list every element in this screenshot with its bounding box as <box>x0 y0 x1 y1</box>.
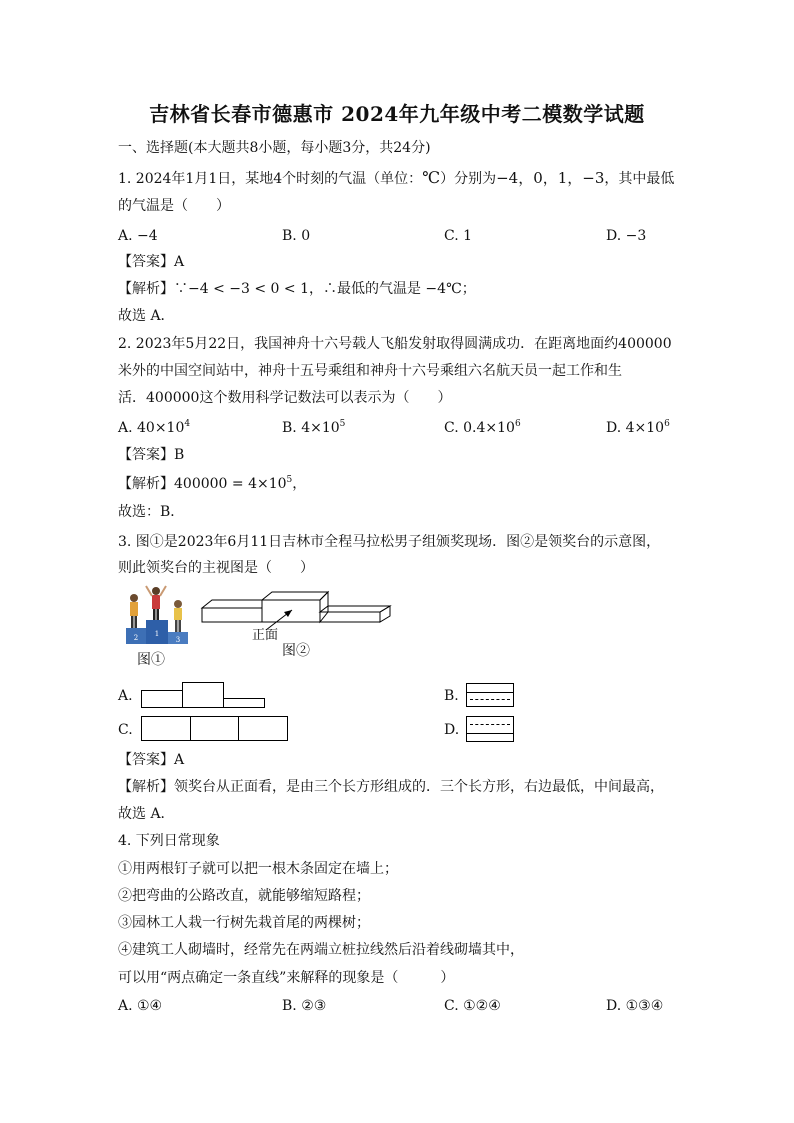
q2-analysis-base: 【解析】400000 = 4×10 <box>118 476 287 492</box>
q3-conclusion: 故选 A． <box>118 806 175 822</box>
q3-c-left-rect <box>141 716 191 741</box>
q2-stem-line2: 米外的中国空间站中，神舟十五号乘组和神舟十六号乘组六名航天员一起工作和生 <box>118 363 622 379</box>
q3-a-left-rect <box>141 690 183 708</box>
q4-item-4: ④建筑工人砌墙时，经常先在两端立桩拉线然后沿着线砌墙其中， <box>118 942 524 958</box>
q1-analysis: 【解析】∵−4 < −3 < 0 < 1，∴最低的气温是 −4℃； <box>118 281 476 297</box>
q2-stem-line1: 2. 2023年5月22日，我国神舟十六号载人飞船发射取得圆满成功．在距离地面约400000 <box>118 336 672 352</box>
q2-conclusion: 故选：B． <box>118 504 185 520</box>
q2-option-c-label: C. <box>444 420 459 436</box>
q3-a-right-rect <box>223 698 265 708</box>
q3-d-outer-rect <box>466 716 514 742</box>
q2-option-b <box>282 418 345 438</box>
q4-item-2: ②把弯曲的公路改直，就能够缩短路程； <box>118 888 370 904</box>
q1-conclusion: 故选 A． <box>118 308 175 324</box>
q2-answer: 【答案】B <box>118 447 185 463</box>
section-heading: 一、选择题(本大题共8小题，每小题3分，共24分) <box>118 140 431 156</box>
q2-stem-line3: 活．400000这个数用科学记数法可以表示为（ ） <box>118 390 452 406</box>
q2-analysis-end: ， <box>292 476 307 492</box>
q4-option-c: C. ①②④ <box>444 998 501 1014</box>
q2-option-d-label: D. <box>606 420 622 436</box>
q3-b-solid-line <box>467 692 513 693</box>
q2-option-c <box>444 418 521 438</box>
q2-option-b-exp: 5 <box>339 419 346 429</box>
q3-b-outer-rect <box>466 683 514 707</box>
q1-option-a: A. −4 <box>118 228 158 244</box>
q3-a-middle-rect <box>182 682 224 708</box>
q2-option-a-base: 40×10 <box>137 420 185 436</box>
podium-number-3: 3 <box>175 636 181 644</box>
q3-answer: 【答案】A <box>118 752 185 768</box>
podium-number-1: 1 <box>154 630 160 638</box>
left-block-front <box>202 608 262 622</box>
q1-option-b: B. 0 <box>282 228 311 244</box>
q4-item-3: ③园林工人栽一行树先栽首尾的两棵树； <box>118 915 370 931</box>
q2-analysis-exp: 5 <box>286 475 293 485</box>
q3-option-c: C. <box>118 722 133 738</box>
right-block-front <box>320 612 380 622</box>
q4-item-1: ①用两根钉子就可以把一根木条固定在墙上； <box>118 861 398 877</box>
q2-option-a-label: A. <box>118 420 133 436</box>
q3-stem-line2: 则此领奖台的主视图是（ ） <box>118 560 314 576</box>
q4-question: 可以用“两点确定一条直线”来解释的现象是（ ） <box>118 970 455 986</box>
q4-stem: 4. 下列日常现象 <box>118 833 220 849</box>
q2-option-d <box>606 418 670 438</box>
q1-answer: 【答案】A <box>118 254 185 270</box>
q3-analysis: 【解析】领奖台从正面看，是由三个长方形组成的．三个长方形，右边最低，中间最高， <box>118 779 664 795</box>
q1-stem-c: ，其中最低 <box>604 171 675 187</box>
middle-block-top <box>262 592 328 600</box>
q4-option-a: A. ①④ <box>118 998 163 1014</box>
q4-option-b: B. ②③ <box>282 998 327 1014</box>
q2-option-a-exp: 4 <box>184 419 191 429</box>
q1-unit: ℃ <box>422 168 441 187</box>
q1-stem-b: ）分别为 <box>440 171 497 187</box>
q2-option-b-base: 4×10 <box>301 420 340 436</box>
q3-d-solid-line <box>467 733 513 734</box>
q3-option-b: B. <box>444 688 459 704</box>
q1-stem-line1 <box>118 168 674 189</box>
q3-stem-line1: 3. 图①是2023年6月11日吉林市全程马拉松男子组颁奖现场．图②是领奖台的示意图， <box>118 534 661 550</box>
q3-b-dashed-line <box>470 699 510 700</box>
q3-c-right-rect <box>238 716 288 741</box>
q2-option-a <box>118 418 190 438</box>
q1-stem-line2: 的气温是（ ） <box>118 198 230 214</box>
page-title: 吉林省长春市德惠市 2024年九年级中考二模数学试题 <box>149 102 645 126</box>
left-block-top <box>202 600 262 608</box>
q2-option-c-base: 0.4×10 <box>463 420 515 436</box>
q3-d-dashed-line <box>470 724 510 725</box>
figure-2-label: 图② <box>282 643 310 659</box>
q1-option-c: C. 1 <box>444 228 473 244</box>
q2-option-c-exp: 6 <box>514 419 521 429</box>
q3-option-d: D. <box>444 722 460 738</box>
q1-values: −4，0，1，−3 <box>496 169 605 187</box>
q2-analysis <box>118 474 306 494</box>
q2-option-d-base: 4×10 <box>625 420 665 436</box>
front-view-label: 正面 <box>252 628 279 643</box>
figure-1-podium-photo <box>122 584 192 646</box>
q2-option-d-exp: 6 <box>664 419 670 429</box>
q1-stem-a: 1. 2024年1月1日，某地4个时刻的气温（单位： <box>118 171 423 187</box>
q2-option-b-label: B. <box>282 420 297 436</box>
q3-c-middle-rect <box>190 716 239 741</box>
podium-number-2: 2 <box>133 634 139 642</box>
figure-1-label: 图① <box>137 652 165 668</box>
q3-option-a: A. <box>118 688 133 704</box>
q1-option-d: D. −3 <box>606 228 647 244</box>
q4-option-d: D. ①③④ <box>606 998 664 1014</box>
